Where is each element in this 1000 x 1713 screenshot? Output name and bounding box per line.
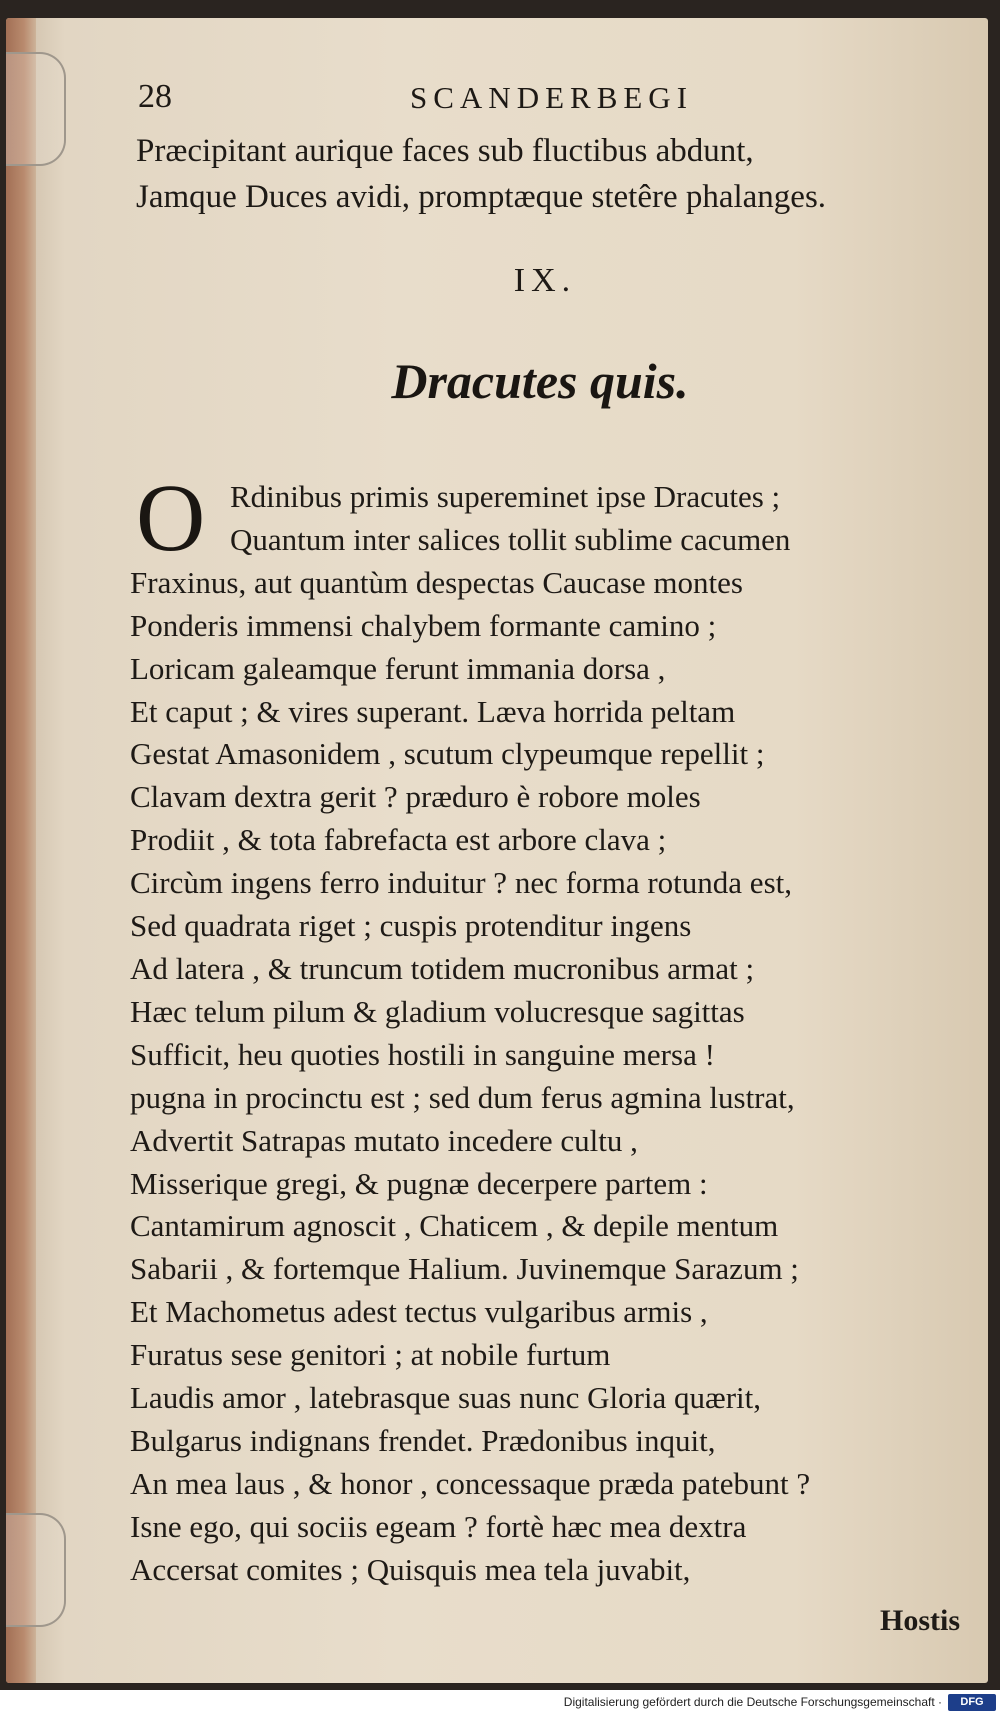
poem-line: Et Machometus adest tectus vulgaribus armis , xyxy=(130,1294,708,1330)
poem-line: Circùm ingens ferro induitur ? nec forma rotunda est, xyxy=(130,865,792,901)
poem-line: Sed quadrata riget ; cuspis protenditur ingens xyxy=(130,908,692,944)
section-title: Dracutes quis. xyxy=(391,353,689,409)
clasp-bottom xyxy=(6,1513,66,1627)
dfg-logo[interactable]: DFG xyxy=(948,1694,996,1711)
poem-line: Clavam dextra gerit ? præduro è robore moles xyxy=(130,779,701,815)
poem-line: pugna in procinctu est ; sed dum ferus agmina lustrat, xyxy=(130,1079,795,1115)
catchword: Hostis xyxy=(879,1604,960,1637)
digitization-footer xyxy=(0,1693,1000,1713)
drop-cap: O xyxy=(136,464,206,571)
poem-line: Rdinibus primis supereminet ipse Dracutes ; xyxy=(230,479,781,514)
poem-line: Bulgarus indignans frendet. Prædonibus inquit, xyxy=(130,1422,716,1458)
poem-line: Sufficit, heu quoties hostili in sanguine mersa ! xyxy=(130,1036,715,1072)
poem-line: Prodiit , & tota fabrefacta est arbore clava ; xyxy=(130,822,667,858)
page-number: 28 xyxy=(138,78,172,115)
poem-line: Quantum inter salices tollit sublime cacumen xyxy=(230,521,791,557)
page-header xyxy=(120,72,970,122)
verse-continuation xyxy=(136,128,986,220)
poem-line: Sabarii , & fortemque Halium. Juvinemque Sarazum ; xyxy=(130,1251,799,1287)
poem-line: Ponderis immensi chalybem formante camino ; xyxy=(130,607,717,643)
poem-line: Cantamirum agnoscit , Chaticem , & depile mentum xyxy=(130,1208,779,1244)
poem-line: Advertit Satrapas mutato incedere cultu , xyxy=(130,1122,638,1158)
running-head: SCANDERBEGI xyxy=(410,80,694,115)
verse-line: Jamque Duces avidi, promptæque stetêre phalanges. xyxy=(136,179,827,215)
clasp-top xyxy=(6,52,66,166)
poem-body xyxy=(130,464,990,1592)
poem-line: Isne ego, qui sociis egeam ? fortè hæc mea dextra xyxy=(130,1508,747,1544)
poem-line: Fraxinus, aut quantùm despectas Caucase montes xyxy=(130,564,743,600)
poem-line: Et caput ; & vires superant. Læva horrida peltam xyxy=(130,693,736,729)
poem-line: Laudis amor , latebrasque suas nunc Gloria quærit, xyxy=(130,1380,762,1416)
section-number: IX. xyxy=(513,262,577,299)
poem-line: Hæc telum pilum & gladium volucresque sagittas xyxy=(130,993,745,1029)
verse-line: Præcipitant aurique faces sub fluctibus abdunt, xyxy=(136,133,754,169)
poem-line: An mea laus , & honor , concessaque præda patebunt ? xyxy=(130,1465,811,1501)
poem-line: Gestat Amasonidem , scutum clypeumque repellit ; xyxy=(130,736,765,772)
poem-line: Furatus sese genitori ; at nobile furtum xyxy=(130,1337,611,1373)
funding-credit: Digitalisierung gefördert durch die Deutsche Forschungsgemeinschaft · xyxy=(563,1695,942,1709)
poem-line: Loricam galeamque ferunt immania dorsa , xyxy=(130,650,666,686)
poem-line: Misserique gregi, & pugnæ decerpere partem : xyxy=(130,1165,708,1201)
poem-line: Ad latera , & truncum totidem mucronibus armat ; xyxy=(130,950,755,986)
poem-line: Accersat comites ; Quisquis mea tela juvabit, xyxy=(130,1551,691,1587)
